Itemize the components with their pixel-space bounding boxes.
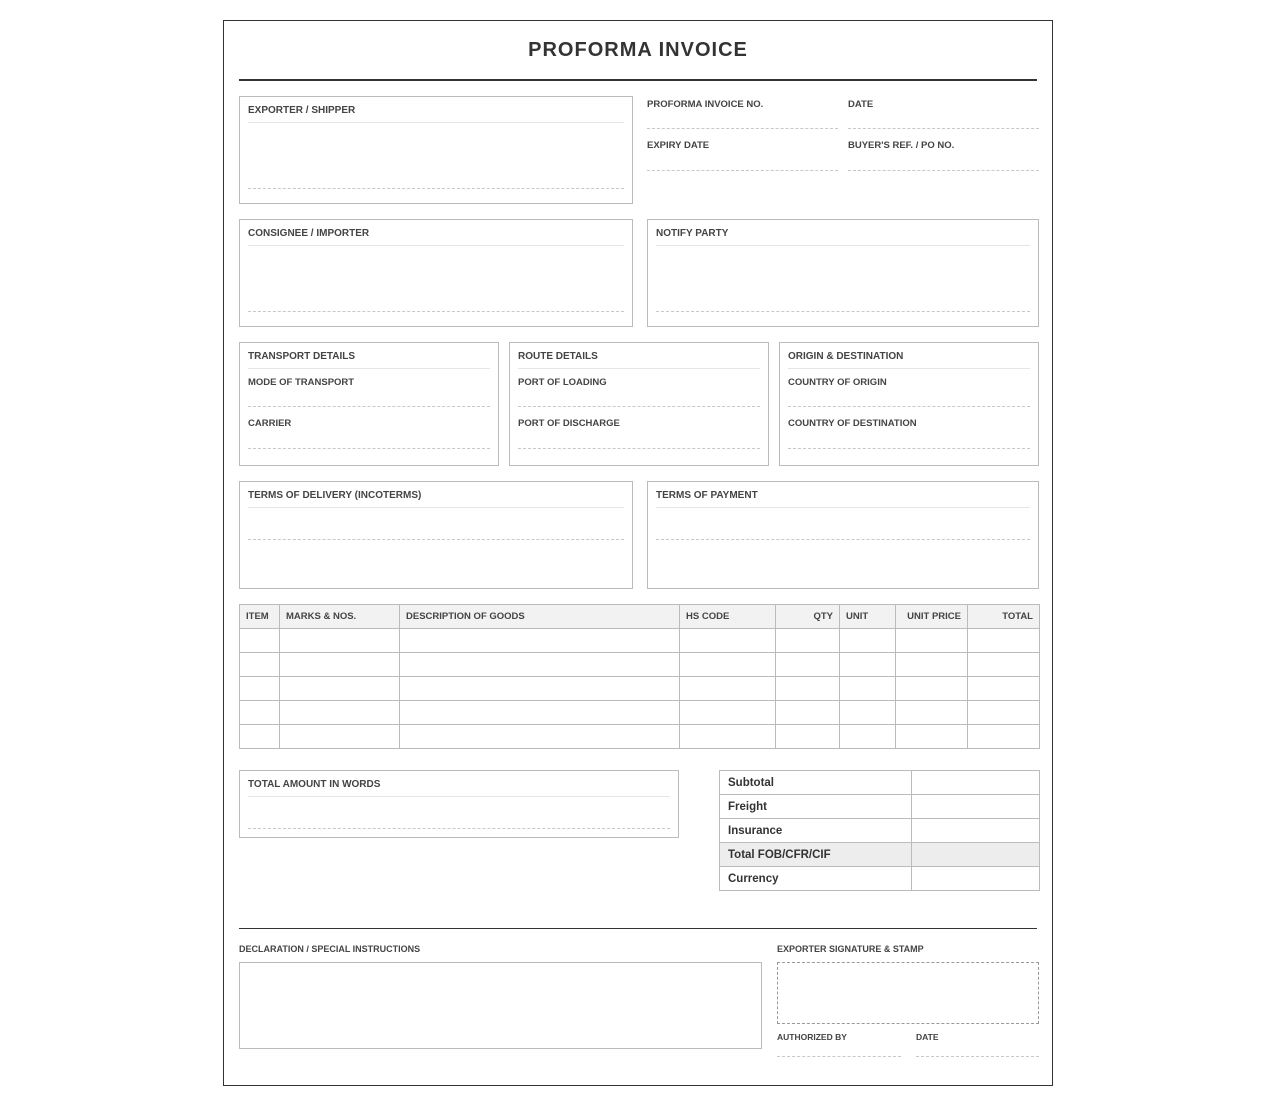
table-cell[interactable]	[840, 725, 896, 749]
title-divider	[239, 79, 1037, 81]
invoice-no-label: PROFORMA INVOICE NO.	[647, 99, 764, 110]
table-cell[interactable]	[280, 653, 400, 677]
mode-of-transport-field[interactable]	[248, 406, 490, 407]
table-cell[interactable]	[400, 653, 680, 677]
signature-stamp-area[interactable]	[777, 962, 1039, 1024]
buyer-ref-label: BUYER'S REF. / PO NO.	[848, 140, 955, 151]
table-cell[interactable]	[968, 701, 1040, 725]
expiry-date-label: EXPIRY DATE	[647, 140, 710, 151]
mode-of-transport-label: MODE OF TRANSPORT	[248, 377, 355, 388]
summary-value[interactable]	[912, 819, 1040, 843]
exporter-input-line[interactable]	[248, 188, 624, 189]
date-label: DATE	[848, 99, 874, 110]
table-row	[240, 677, 1040, 701]
table-cell[interactable]	[776, 653, 840, 677]
table-cell[interactable]	[400, 701, 680, 725]
transport-label: TRANSPORT DETAILS	[248, 351, 490, 369]
table-cell[interactable]	[896, 725, 968, 749]
port-of-discharge-field[interactable]	[518, 448, 760, 449]
table-cell[interactable]	[400, 677, 680, 701]
table-cell[interactable]	[896, 629, 968, 653]
table-cell[interactable]	[680, 629, 776, 653]
table-row	[240, 701, 1040, 725]
summary-row-currency	[720, 867, 1040, 891]
summary-label: Total FOB/CFR/CIF	[720, 843, 912, 867]
consignee-box[interactable]	[239, 219, 633, 327]
carrier-field[interactable]	[248, 448, 490, 449]
column-header: MARKS & NOS.	[280, 605, 400, 629]
payment-terms-input-line[interactable]	[656, 539, 1030, 540]
buyer-ref-field[interactable]	[848, 170, 1039, 171]
delivery-terms-label: TERMS OF DELIVERY (INCOTERMS)	[248, 490, 624, 508]
table-cell[interactable]	[896, 701, 968, 725]
origin-label: ORIGIN & DESTINATION	[788, 351, 1030, 369]
summary-value[interactable]	[912, 843, 1040, 867]
summary-value[interactable]	[912, 771, 1040, 795]
signature-date-label: DATE	[916, 1032, 939, 1042]
country-of-origin-field[interactable]	[788, 406, 1030, 407]
table-row	[240, 653, 1040, 677]
payment-terms-box[interactable]	[647, 481, 1039, 589]
goods-table-header	[240, 605, 1040, 629]
table-cell[interactable]	[776, 701, 840, 725]
table-cell[interactable]	[840, 653, 896, 677]
summary-label: Currency	[720, 867, 912, 891]
country-of-destination-label: COUNTRY OF DESTINATION	[788, 418, 917, 429]
signature-label: EXPORTER SIGNATURE & STAMP	[777, 944, 924, 954]
summary-table	[719, 770, 1040, 891]
table-cell[interactable]	[776, 677, 840, 701]
amount-in-words-box[interactable]	[239, 770, 679, 838]
invoice-no-field[interactable]	[647, 128, 838, 129]
table-cell[interactable]	[400, 725, 680, 749]
goods-table	[239, 604, 1040, 749]
transport-box	[239, 342, 499, 466]
document-title: PROFORMA INVOICE	[528, 39, 748, 61]
table-cell[interactable]	[680, 653, 776, 677]
invoice-page	[223, 20, 1053, 1086]
table-cell[interactable]	[400, 629, 680, 653]
table-cell[interactable]	[680, 725, 776, 749]
column-header: TOTAL	[968, 605, 1040, 629]
table-cell[interactable]	[240, 677, 280, 701]
exporter-box[interactable]	[239, 96, 633, 204]
port-of-loading-label: PORT OF LOADING	[518, 377, 607, 388]
table-cell[interactable]	[968, 677, 1040, 701]
declaration-label: DECLARATION / SPECIAL INSTRUCTIONS	[239, 944, 421, 954]
route-label: ROUTE DETAILS	[518, 351, 760, 369]
table-cell[interactable]	[840, 701, 896, 725]
table-cell[interactable]	[280, 677, 400, 701]
table-cell[interactable]	[680, 677, 776, 701]
notify-party-label: NOTIFY PARTY	[656, 228, 1030, 246]
table-cell[interactable]	[280, 725, 400, 749]
table-cell[interactable]	[240, 701, 280, 725]
column-header: HS CODE	[680, 605, 776, 629]
summary-row-freight	[720, 795, 1040, 819]
table-cell[interactable]	[680, 701, 776, 725]
authorized-by-label: AUTHORIZED BY	[777, 1032, 847, 1042]
summary-row-total	[720, 843, 1040, 867]
summary-row-subtotal	[720, 771, 1040, 795]
payment-terms-label: TERMS OF PAYMENT	[656, 490, 1030, 508]
table-cell[interactable]	[280, 701, 400, 725]
date-field[interactable]	[848, 128, 1039, 129]
table-row	[240, 629, 1040, 653]
notify-party-box[interactable]	[647, 219, 1039, 327]
notify-party-input-line[interactable]	[656, 311, 1030, 312]
delivery-terms-input-line[interactable]	[248, 539, 624, 540]
table-cell[interactable]	[840, 629, 896, 653]
summary-row-insurance	[720, 819, 1040, 843]
origin-box	[779, 342, 1039, 466]
exporter-label: EXPORTER / SHIPPER	[248, 105, 624, 123]
summary-value[interactable]	[912, 795, 1040, 819]
declaration-field[interactable]	[239, 962, 762, 1049]
table-cell[interactable]	[240, 653, 280, 677]
table-cell[interactable]	[776, 629, 840, 653]
table-cell[interactable]	[968, 653, 1040, 677]
table-cell[interactable]	[240, 725, 280, 749]
column-header: UNIT PRICE	[896, 605, 968, 629]
port-of-loading-field[interactable]	[518, 406, 760, 407]
summary-label: Insurance	[720, 819, 912, 843]
section-divider	[239, 928, 1037, 929]
route-box	[509, 342, 769, 466]
table-cell[interactable]	[896, 677, 968, 701]
table-cell[interactable]	[776, 725, 840, 749]
column-header: QTY	[776, 605, 840, 629]
country-of-origin-label: COUNTRY OF ORIGIN	[788, 377, 887, 388]
signature-date-field[interactable]	[916, 1056, 1039, 1057]
summary-label: Subtotal	[720, 771, 912, 795]
port-of-discharge-label: PORT OF DISCHARGE	[518, 418, 620, 429]
authorized-by-field[interactable]	[777, 1056, 901, 1057]
column-header: ITEM	[240, 605, 280, 629]
consignee-label: CONSIGNEE / IMPORTER	[248, 228, 624, 246]
table-cell[interactable]	[896, 653, 968, 677]
carrier-label: CARRIER	[248, 418, 292, 429]
table-cell[interactable]	[968, 725, 1040, 749]
amount-in-words-label: TOTAL AMOUNT IN WORDS	[248, 779, 670, 797]
consignee-input-line[interactable]	[248, 311, 624, 312]
table-row	[240, 725, 1040, 749]
summary-value[interactable]	[912, 867, 1040, 891]
summary-label: Freight	[720, 795, 912, 819]
column-header: UNIT	[840, 605, 896, 629]
country-of-destination-field[interactable]	[788, 448, 1030, 449]
table-cell[interactable]	[840, 677, 896, 701]
delivery-terms-box[interactable]	[239, 481, 633, 589]
expiry-date-field[interactable]	[647, 170, 838, 171]
amount-in-words-input-line[interactable]	[248, 828, 670, 829]
table-cell[interactable]	[280, 629, 400, 653]
table-cell[interactable]	[240, 629, 280, 653]
column-header: DESCRIPTION OF GOODS	[400, 605, 680, 629]
table-cell[interactable]	[968, 629, 1040, 653]
